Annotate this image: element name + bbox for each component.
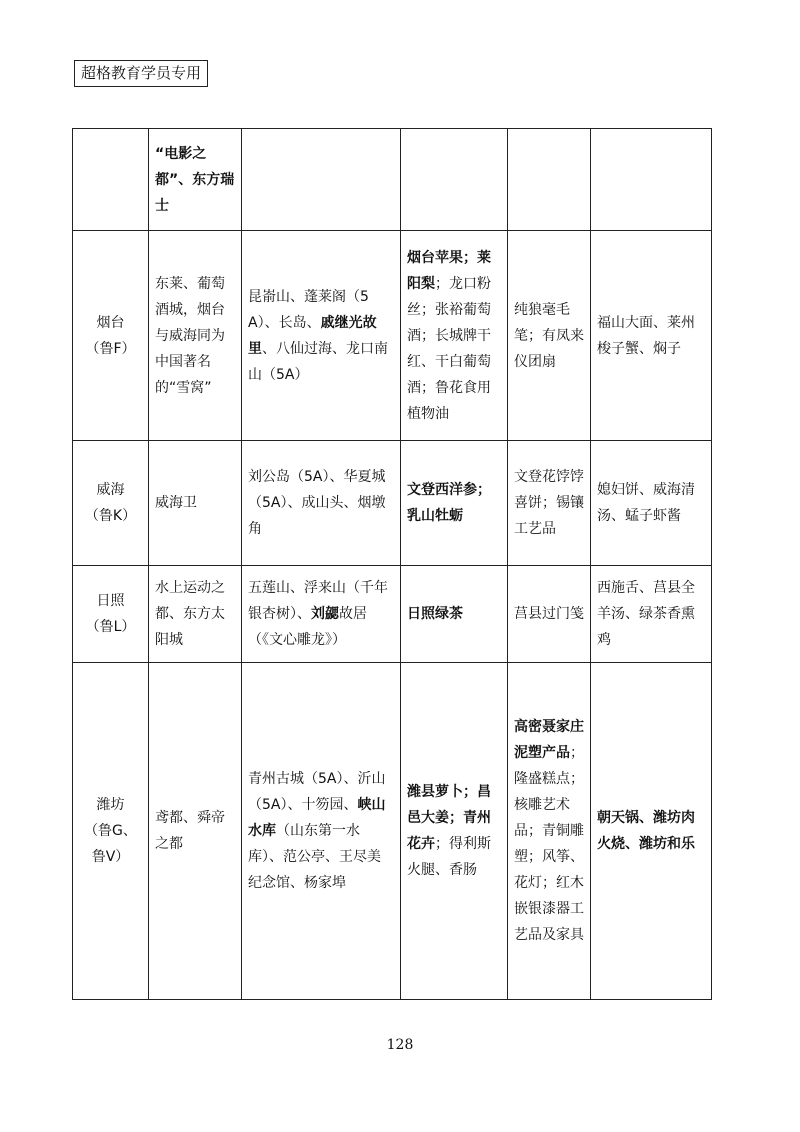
text-segment: 媳妇饼、威海清汤、蜢子虾酱 [597,482,695,524]
specialty-cell [401,441,508,566]
text-segment: 朝天锅、潍坊肉火烧、潍坊和乐 [597,810,695,852]
city-cell [73,129,149,231]
nickname-cell: 水上运动之都、东方太阳城 [149,566,242,663]
city-plate-code: （鲁L） [85,619,136,635]
text-segment: 高密聂家庄泥塑产品 [514,719,584,761]
scenic-cell [242,441,401,566]
text-segment: 日照绿茶 [407,606,463,622]
scenic-cell [242,231,401,441]
specialty-cell [401,231,508,441]
food-cell [591,231,712,441]
text-segment: 峡山水库 [248,797,386,839]
text-segment: 故居（《文心雕龙》） [248,606,367,648]
specialty-cell [401,566,508,663]
food-cell [591,566,712,663]
scenic-cell [242,566,401,663]
text-segment: 昆嵛山、蓬莱阁（5A）、长岛、 [248,288,369,331]
city-plate-code: （鲁K） [84,508,137,524]
nickname-cell: “电影之都”、东方瑞士 [149,129,242,231]
city-cell [73,566,149,663]
city-plate-code: （鲁F） [85,340,136,357]
crafts-cell [508,663,591,1000]
text-segment: 戚继光故里 [248,314,377,357]
text-segment: 刘公岛（5A）、华夏城（5A）、成山头、烟墩角 [248,469,386,537]
text-segment: 文登西洋参；乳山牡蛎 [407,482,491,524]
text-segment: 青州古城（5A）、沂山（5A）、十笏园、 [248,771,386,813]
crafts-cell [508,129,591,231]
specialty-cell [401,129,508,231]
text-segment: ；隆盛糕点；核雕艺术品；青铜雕塑；风筝、花灯；红木嵌银漆器工艺品及家具 [514,745,584,943]
nickname-cell: 东莱、葡萄酒城，烟台与威海同为中国著名的“雪窝” [149,231,242,441]
text-segment: 五莲山、浮来山（千年银杏树）、 [248,580,388,622]
text-segment: 福山大面、莱州梭子蟹、焖子 [597,314,695,357]
text-segment: （山东第一水库）、范公亭、王尽美纪念馆、杨家埠 [248,823,381,891]
text-segment: 、八仙过海、龙口南山（5A） [248,340,388,383]
table-row [73,231,712,441]
crafts-cell [508,231,591,441]
text-segment: ；得利斯火腿、香肠 [407,836,491,878]
food-cell [591,441,712,566]
header-label: 超格教育学员专用 [74,60,208,87]
city-plate-code: （鲁G、鲁V） [84,823,137,865]
text-segment: ；龙口粉丝；张裕葡萄酒；长城牌干红、干白葡萄酒；鲁花食用植物油 [407,275,491,422]
text-segment: 西施舌、莒县全羊汤、绿茶香熏鸡 [597,580,695,648]
text-segment: 文登花饽饽喜饼；锡镶工艺品 [514,469,584,537]
city-cell [73,663,149,1000]
text-segment: 纯狼毫毛笔；有凤来仪团扇 [514,301,584,370]
table-row [73,129,712,231]
specialty-cell [401,663,508,1000]
food-cell [591,663,712,1000]
food-cell [591,129,712,231]
region-table [72,128,712,1000]
crafts-cell [508,441,591,566]
table-row [73,663,712,1000]
city-name: 日照 [96,593,125,609]
city-name: 烟台 [96,314,125,331]
text-segment: 刘勰 [311,606,339,622]
city-name: 潍坊 [96,797,125,813]
page-number: 128 [386,1037,414,1053]
text-segment: 潍县萝卜；昌邑大姜；青州花卉 [407,784,491,852]
text-segment: 烟台苹果；莱阳梨 [407,249,491,292]
scenic-cell [242,663,401,1000]
scenic-cell [242,129,401,231]
nickname-cell: 威海卫 [149,441,242,566]
nickname-cell: 鸢都、舜帝之都 [149,663,242,1000]
table-row [73,566,712,663]
city-name: 威海 [96,482,125,498]
text-segment: 莒县过门笺 [514,606,584,622]
city-cell [73,441,149,566]
city-cell [73,231,149,441]
table-row [73,441,712,566]
crafts-cell [508,566,591,663]
